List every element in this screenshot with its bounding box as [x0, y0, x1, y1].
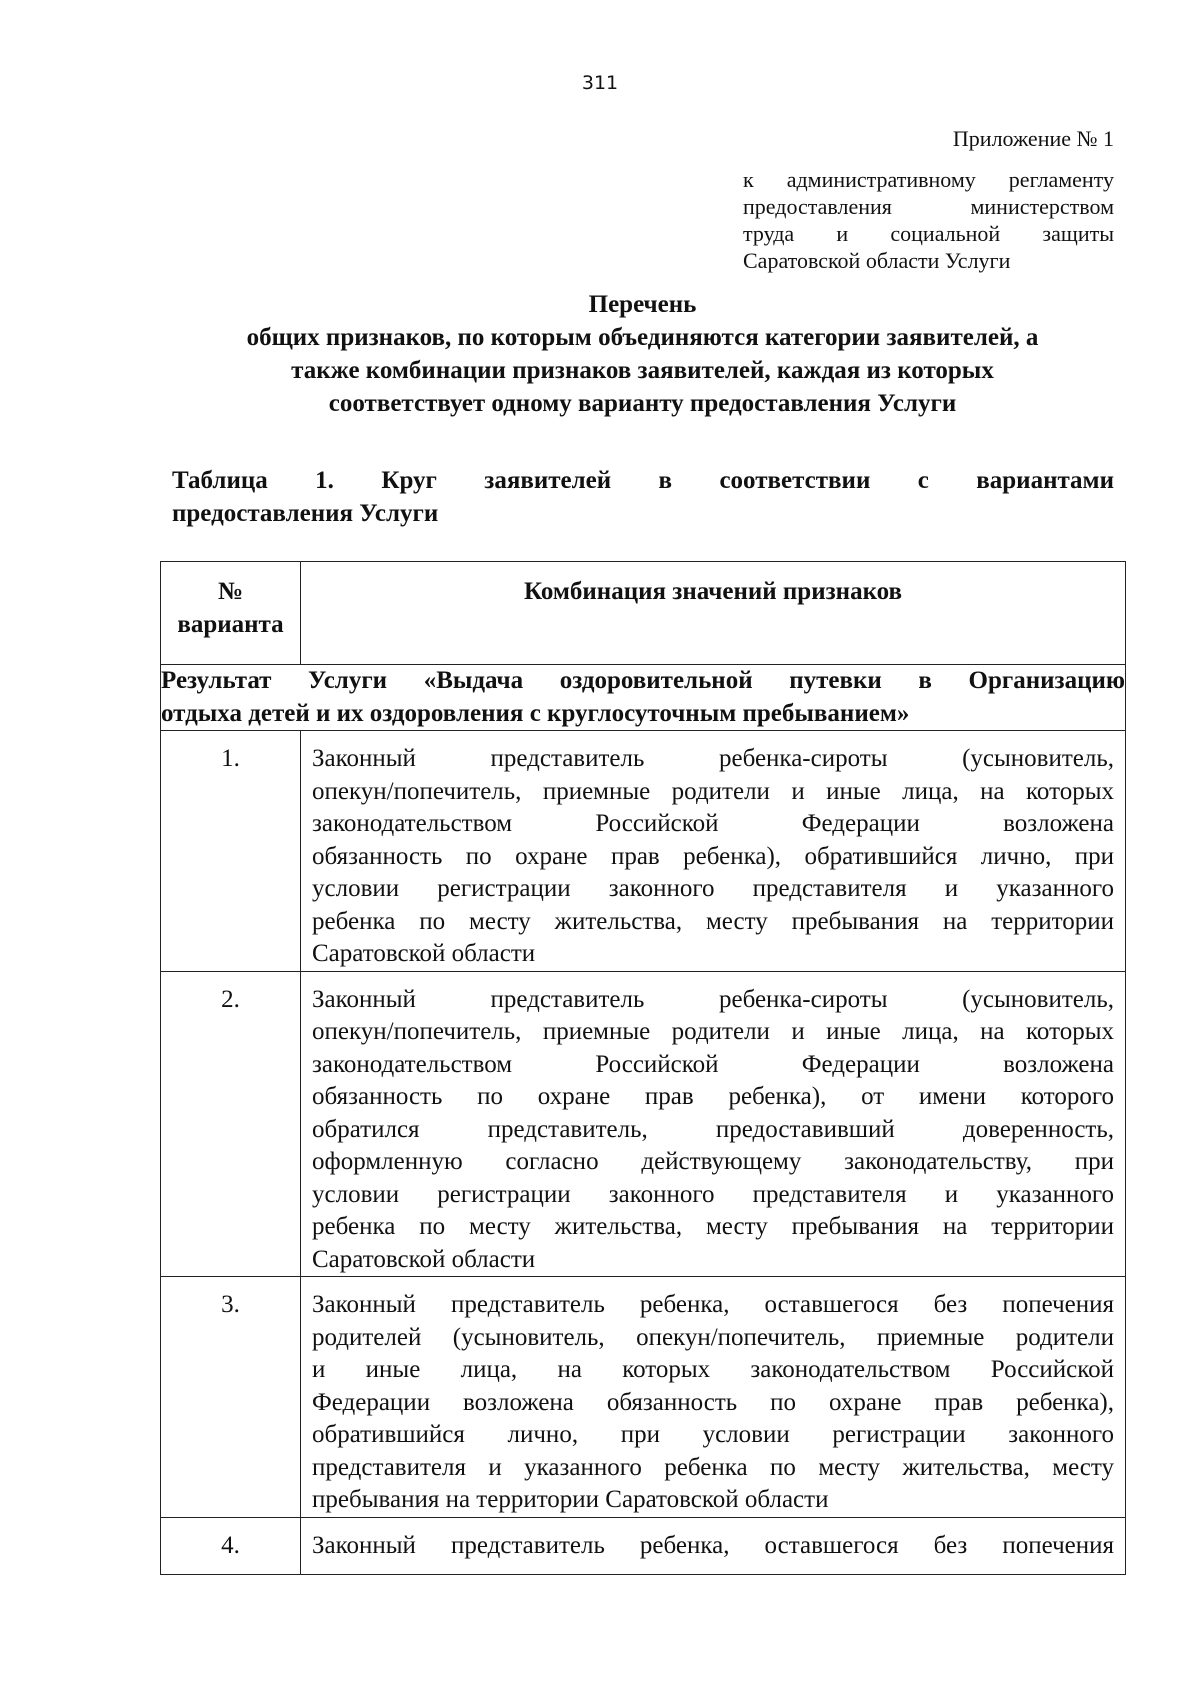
text-line: Саратовской области — [312, 940, 536, 967]
variant-number: 4. — [161, 1517, 301, 1574]
text-line: опекун/попечитель, приемные родители и иные лица, на которых — [312, 1018, 1114, 1045]
text-line: опекун/попечитель, приемные родители и иные лица, на которых — [312, 777, 1114, 805]
table-row — [161, 971, 1126, 1277]
text-line: родителей (усыновитель, опекун/попечитель, приемные родители — [312, 1323, 1114, 1351]
appendix-title: Приложение № 1 — [952, 126, 1114, 151]
variant-number: 1. — [161, 731, 301, 972]
heading-line: Перечень — [588, 291, 697, 318]
text-line: обратившийся лично, при условии регистрации законного — [312, 1421, 1114, 1448]
appendix-line: Саратовской области Услуги — [743, 248, 1011, 273]
text-line: Законный представитель ребенка, оставшегося без попечения — [312, 1291, 1114, 1318]
text-line: Саратовской области — [312, 1245, 536, 1273]
variant-number: 3. — [161, 1277, 301, 1518]
header-text: варианта — [177, 610, 284, 638]
caption-line: предоставления Услуги — [172, 500, 439, 527]
text-line: Законный представитель ребенка-сироты (усыновитель, — [312, 745, 1114, 772]
text-line: ребенка по месту жительства, месту пребывания на территории — [312, 907, 1114, 935]
text-line: и иные лица, на которых законодательством Российской — [312, 1356, 1114, 1383]
text-line: условии регистрации законного представителя и указанного — [312, 1180, 1114, 1208]
table-row — [161, 731, 1126, 972]
appendix-body — [743, 166, 1114, 274]
text-line: пребывания на территории Саратовской области — [312, 1486, 829, 1513]
text-line: Законный представитель ребенка, оставшегося без попечения — [312, 1531, 1114, 1559]
heading-line: соответствует одному варианту предоставления Услуги — [328, 390, 957, 417]
header-variant-number — [161, 562, 301, 665]
table-row — [161, 1277, 1126, 1518]
table-header-row — [161, 562, 1126, 665]
variant-text — [301, 971, 1126, 1277]
table-caption — [172, 464, 1114, 530]
text-line: Законный представитель ребенка-сироты (усыновитель, — [312, 985, 1114, 1013]
variants-table — [160, 561, 1126, 1575]
text-line: условии регистрации законного представителя и указанного — [312, 875, 1114, 902]
text-line: оформленную согласно действующему законодательству, при — [312, 1148, 1114, 1175]
text-line: обратился представитель, предоставивший доверенность, — [312, 1115, 1114, 1143]
result-line: Результат Услуги «Выдача оздоровительной путевки в Организацию — [161, 667, 1125, 694]
text-line: обязанность по охране прав ребенка), обратившийся лично, при — [312, 842, 1114, 870]
table-row — [161, 1517, 1126, 1574]
variant-number: 2. — [161, 971, 301, 1277]
appendix-line: труда и социальной защиты — [743, 221, 1114, 246]
variant-text — [301, 1517, 1126, 1574]
heading-line: общих признаков, по которым объединяются категории заявителей, а — [246, 324, 1039, 351]
header-text: № — [217, 578, 244, 605]
result-cell — [161, 665, 1126, 731]
text-line: законодательством Российской Федерации возложена — [312, 810, 1114, 837]
text-line: Федерации возложена обязанность по охране прав ребенка), — [312, 1388, 1114, 1416]
caption-line: Таблица 1. Круг заявителей в соответствии с вариантами — [172, 467, 1114, 494]
text-line: законодательством Российской Федерации возложена — [312, 1050, 1114, 1078]
result-line: отдыха детей и их оздоровления с круглосуточным пребыванием» — [161, 699, 910, 727]
appendix-line: к административному регламенту — [743, 167, 1114, 192]
heading-line: также комбинации признаков заявителей, каждая из которых — [291, 357, 994, 384]
result-row — [161, 665, 1126, 731]
header-combination: Комбинация значений признаков — [301, 562, 1126, 665]
text-line: ребенка по месту жительства, месту пребывания на территории — [312, 1213, 1114, 1240]
variant-text — [301, 731, 1126, 972]
document-heading — [150, 288, 1135, 420]
text-line: представителя и указанного ребенка по месту жительства, месту — [312, 1453, 1114, 1481]
page-number: 311 — [581, 72, 619, 94]
text-line: обязанность по охране прав ребенка), от имени которого — [312, 1083, 1114, 1110]
variant-text — [301, 1277, 1126, 1518]
appendix-line: предоставления министерством — [743, 194, 1114, 219]
